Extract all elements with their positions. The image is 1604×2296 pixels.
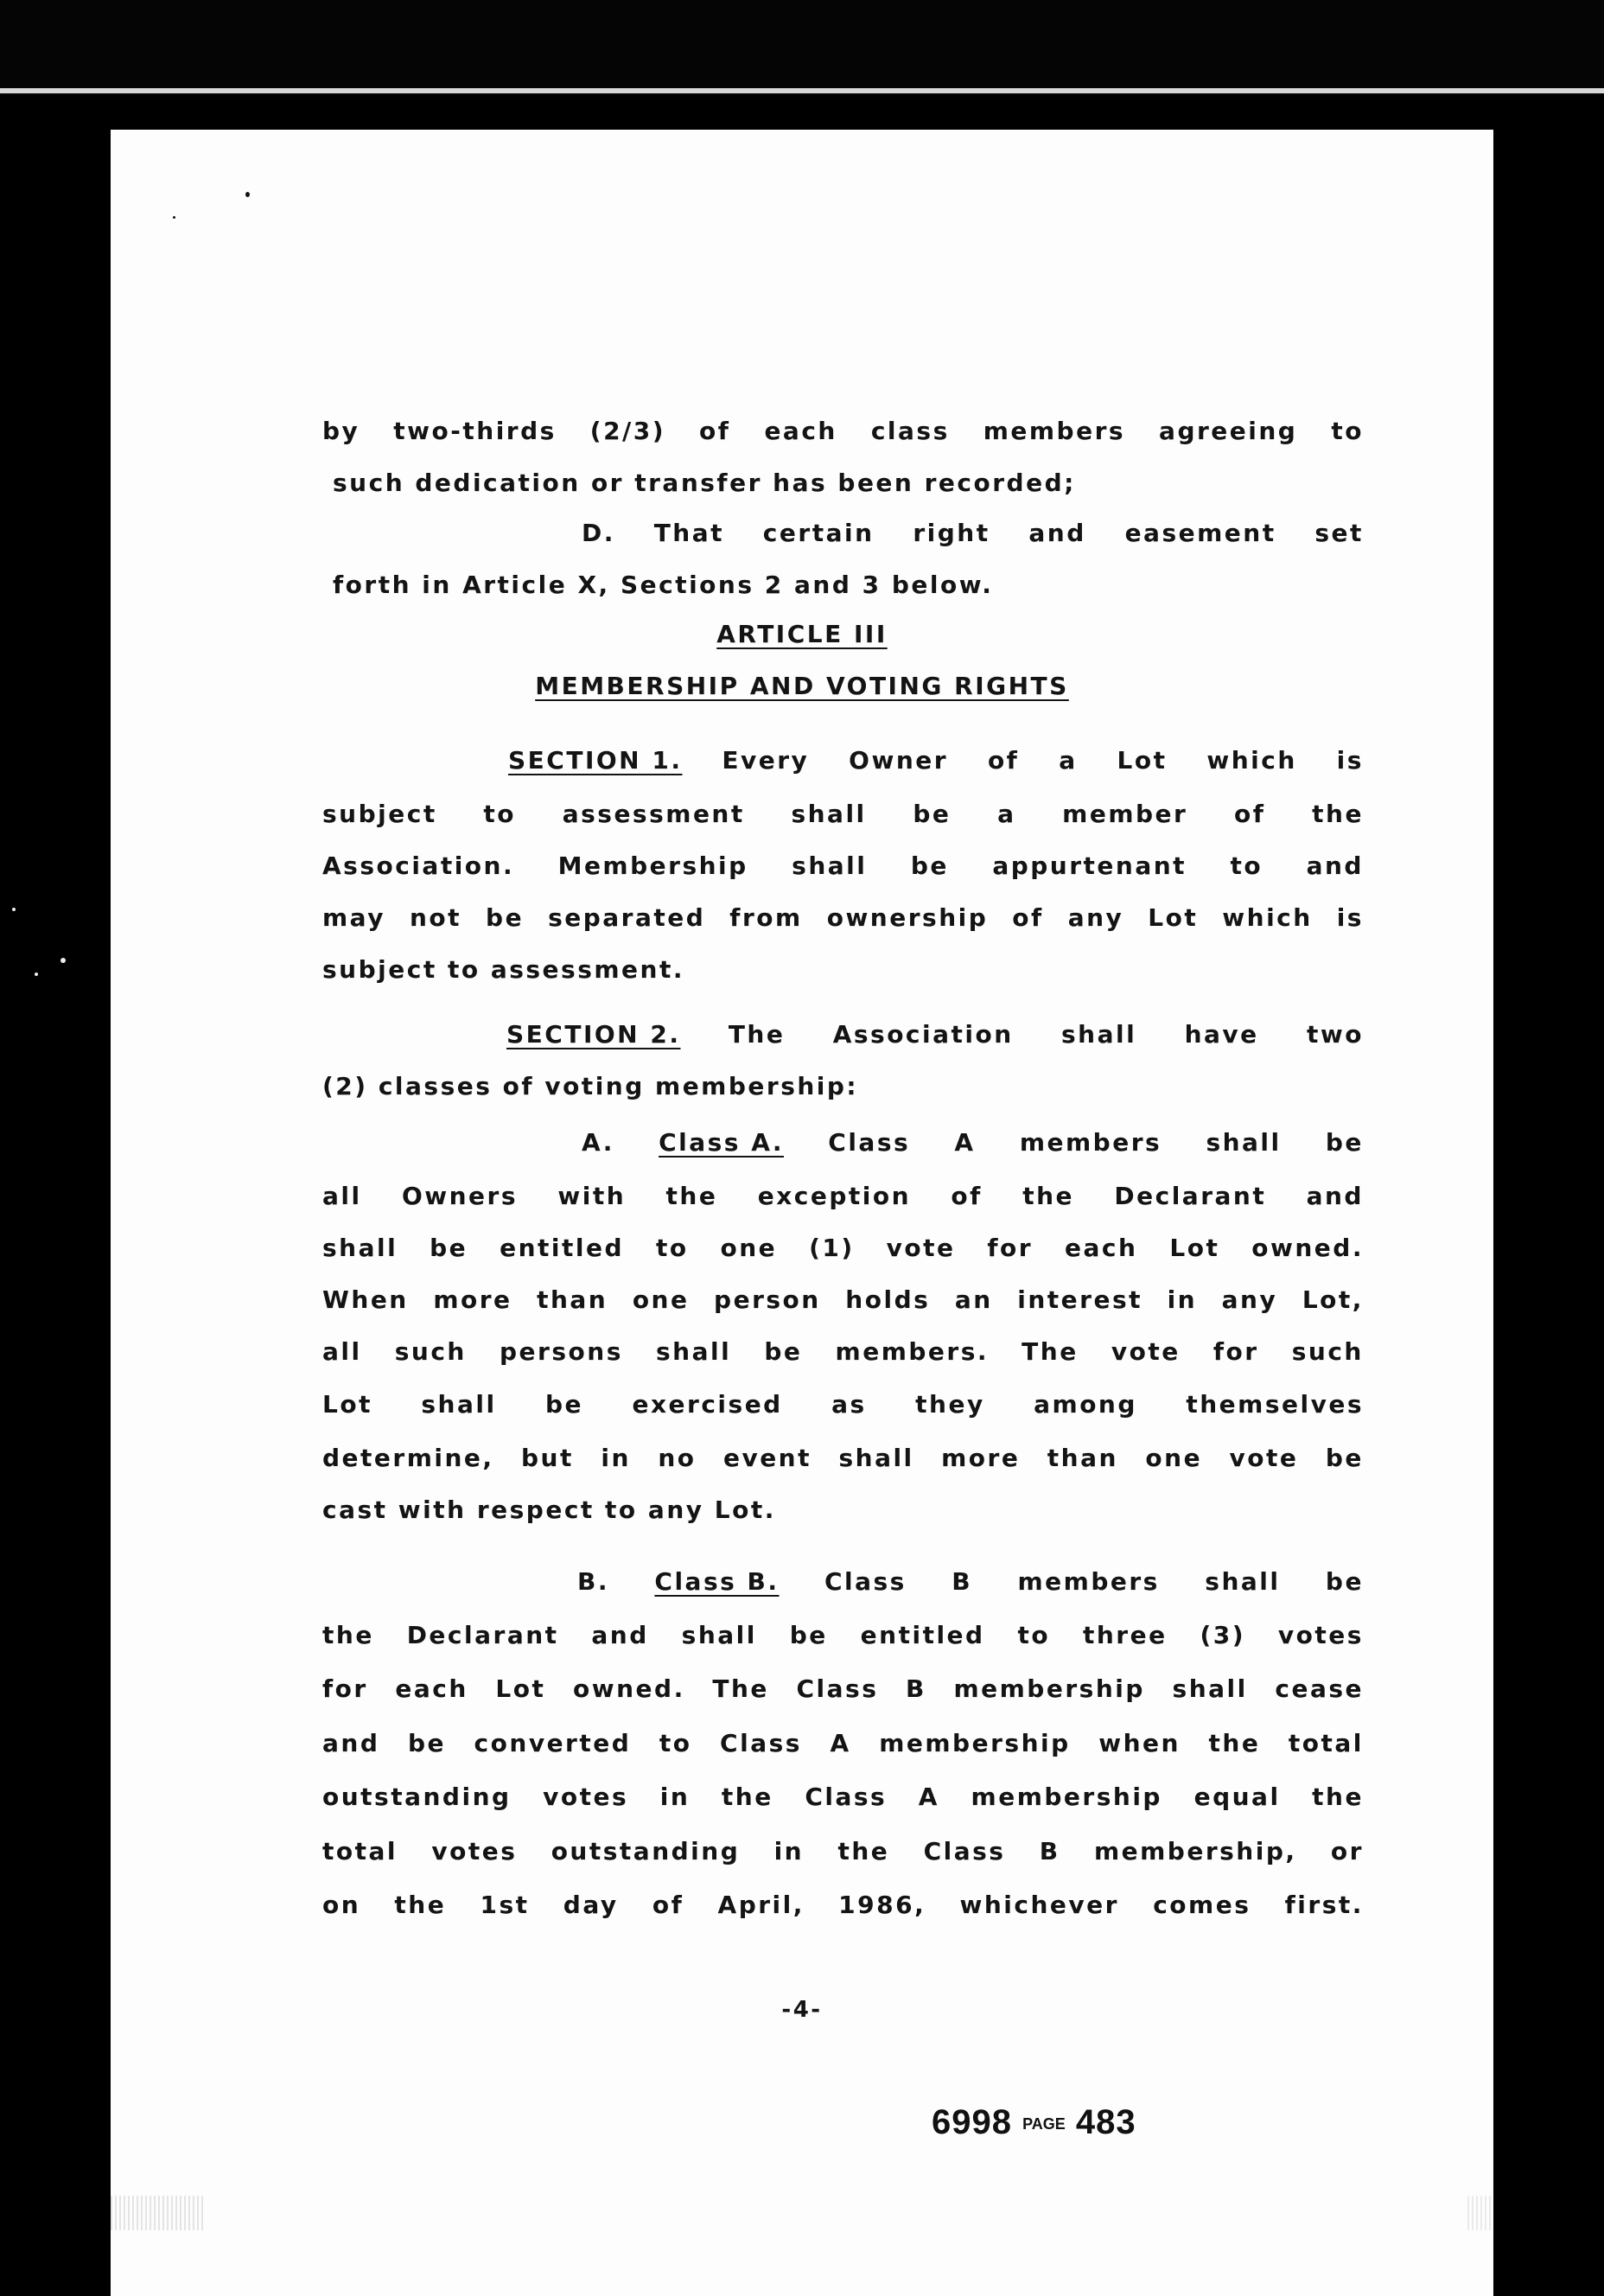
body-line: [322, 903, 1364, 932]
word: members: [1019, 1128, 1162, 1157]
word: B: [1039, 1837, 1060, 1866]
word: have: [1184, 1020, 1259, 1049]
word: for: [322, 1674, 368, 1703]
word: first.: [1284, 1891, 1364, 1919]
word: Lot: [495, 1674, 546, 1703]
word: SECTION 2.: [506, 1020, 681, 1049]
body-line: [322, 800, 1364, 828]
body-line: [322, 1390, 1364, 1419]
word: agreeing: [1159, 417, 1298, 445]
scan-speck: [12, 908, 16, 911]
body-line: [322, 1621, 1364, 1649]
word: or: [1330, 1837, 1364, 1866]
word: as: [831, 1390, 867, 1419]
word: not: [409, 903, 462, 932]
word: equal: [1193, 1783, 1281, 1811]
word: of: [652, 1891, 684, 1919]
word: the: [394, 1891, 447, 1919]
word: subject: [322, 800, 437, 828]
word: to: [1331, 417, 1364, 445]
book-page: 483: [1075, 2103, 1136, 2141]
word: A: [918, 1783, 939, 1811]
word: 1st: [480, 1891, 530, 1919]
word: Class A.: [659, 1128, 785, 1157]
scan-speck: [245, 192, 250, 197]
word: a: [997, 800, 1016, 828]
word: be: [789, 1621, 828, 1649]
word: be: [486, 903, 525, 932]
word: shall: [791, 800, 867, 828]
word: right: [913, 519, 990, 547]
word: owned.: [573, 1674, 685, 1703]
word: shall: [1205, 1567, 1281, 1596]
word: votes: [543, 1783, 629, 1811]
word: event: [722, 1444, 812, 1472]
body-line: [322, 1444, 1364, 1472]
word: member: [1062, 800, 1188, 828]
word: each: [395, 1674, 468, 1703]
word: outstanding: [322, 1783, 512, 1811]
word: shall: [838, 1444, 914, 1472]
word: and: [1028, 519, 1086, 547]
word: persons: [500, 1337, 623, 1366]
word: the: [322, 1621, 374, 1649]
word: Class B.: [654, 1567, 780, 1596]
word: separated: [548, 903, 706, 932]
body-line: such dedication or transfer has been recorded;: [333, 469, 1076, 497]
word: members.: [835, 1337, 990, 1366]
word: may: [322, 903, 385, 932]
word: the: [721, 1783, 773, 1811]
scan-speck: [173, 216, 175, 219]
word: person: [714, 1285, 821, 1314]
class-b-line: [577, 1567, 1364, 1596]
word: one: [632, 1285, 690, 1314]
word: vote: [886, 1234, 956, 1262]
word: membership: [953, 1674, 1145, 1703]
word: the: [1208, 1729, 1261, 1757]
word: Lot: [1117, 746, 1168, 775]
word: appurtenant: [992, 851, 1187, 880]
word: such: [1291, 1337, 1364, 1366]
word: the: [1022, 1182, 1075, 1210]
word: in: [659, 1783, 691, 1811]
word: Lot: [1148, 903, 1199, 932]
word: (3): [1200, 1621, 1246, 1649]
word: holds: [845, 1285, 931, 1314]
body-line: [322, 851, 1364, 880]
body-line: subject to assessment.: [322, 955, 684, 984]
body-line: [322, 1285, 1364, 1314]
word: vote: [1111, 1337, 1181, 1366]
scan-noise: [111, 2196, 206, 2230]
word: Lot,: [1302, 1285, 1364, 1314]
word: membership,: [1093, 1837, 1297, 1866]
word: exception: [757, 1182, 912, 1210]
word: Class: [796, 1674, 879, 1703]
word: converted: [474, 1729, 632, 1757]
body-line: [322, 1234, 1364, 1262]
word: for: [1213, 1337, 1259, 1366]
word: a: [1059, 746, 1078, 775]
word: any: [1067, 903, 1124, 932]
word: and: [1306, 1182, 1364, 1210]
word: on: [322, 1891, 361, 1919]
word: be: [1325, 1567, 1364, 1596]
word: which: [1222, 903, 1313, 932]
word: be: [545, 1390, 584, 1419]
word: (2/3): [589, 417, 666, 445]
scan-speck: [35, 973, 38, 976]
body-line: cast with respect to any Lot.: [322, 1496, 776, 1524]
body-line: [322, 1674, 1364, 1703]
word: for: [987, 1234, 1034, 1262]
word: 1986,: [838, 1891, 926, 1919]
word: and: [1306, 851, 1364, 880]
word: votes: [431, 1837, 518, 1866]
word: an: [954, 1285, 993, 1314]
word: day: [563, 1891, 619, 1919]
body-line: [322, 1729, 1364, 1757]
word: three: [1082, 1621, 1168, 1649]
word: Lot: [322, 1390, 372, 1419]
word: Declarant: [406, 1621, 559, 1649]
word: all: [322, 1337, 362, 1366]
word: no: [658, 1444, 697, 1472]
word: be: [1325, 1444, 1364, 1472]
word: one: [1145, 1444, 1203, 1472]
word: vote: [1229, 1444, 1299, 1472]
word: certain: [762, 519, 875, 547]
word: entitled: [500, 1234, 625, 1262]
word: shall: [322, 1234, 398, 1262]
word: they: [915, 1390, 985, 1419]
word: SECTION 1.: [508, 746, 683, 775]
word: The: [728, 1020, 786, 1049]
word: more: [433, 1285, 512, 1314]
word: to: [1017, 1621, 1051, 1649]
word: Owners: [401, 1182, 519, 1210]
article-subheading-text: MEMBERSHIP AND VOTING RIGHTS: [535, 672, 1069, 700]
word: be: [407, 1729, 446, 1757]
word: the: [1312, 800, 1364, 828]
word: is: [1336, 746, 1364, 775]
word: B: [906, 1674, 926, 1703]
word: Association.: [322, 851, 515, 880]
word: from: [729, 903, 803, 932]
word: than: [537, 1285, 608, 1314]
body-line: [322, 1182, 1364, 1210]
word: (1): [809, 1234, 855, 1262]
word: Association: [832, 1020, 1014, 1049]
word: membership: [879, 1729, 1071, 1757]
word: total: [322, 1837, 398, 1866]
word: any: [1221, 1285, 1278, 1314]
word: shall: [1206, 1128, 1282, 1157]
word: B.: [577, 1567, 609, 1596]
word: be: [764, 1337, 803, 1366]
word: to: [659, 1729, 692, 1757]
word: and: [322, 1729, 380, 1757]
body-line: (2) classes of voting membership:: [322, 1072, 859, 1100]
word: be: [1325, 1128, 1364, 1157]
body-line: [322, 1891, 1364, 1919]
word: be: [430, 1234, 468, 1262]
word: class: [870, 417, 950, 445]
word: Class: [923, 1837, 1006, 1866]
word: Every: [722, 746, 810, 775]
word: exercised: [632, 1390, 783, 1419]
word: easement: [1124, 519, 1276, 547]
scan-border-top: [0, 0, 1604, 95]
body-line: [582, 519, 1364, 547]
word: members: [1017, 1567, 1160, 1596]
word: B: [952, 1567, 973, 1596]
word: Declarant: [1114, 1182, 1267, 1210]
word: determine,: [322, 1444, 494, 1472]
word: in: [601, 1444, 631, 1472]
word: interest: [1017, 1285, 1143, 1314]
article-subheading: [111, 672, 1493, 700]
article-heading-text: ARTICLE III: [716, 620, 888, 648]
word: April,: [717, 1891, 805, 1919]
scan-rule: [0, 88, 1604, 93]
word: The: [1022, 1337, 1079, 1366]
word: which: [1206, 746, 1297, 775]
word: assessment: [562, 800, 745, 828]
word: D.: [582, 519, 615, 547]
word: membership: [971, 1783, 1162, 1811]
word: Owner: [849, 746, 949, 775]
word: each: [1065, 1234, 1138, 1262]
word: two: [1306, 1020, 1364, 1049]
word: Class: [720, 1729, 802, 1757]
document-page: [111, 130, 1493, 2296]
word: comes: [1153, 1891, 1251, 1919]
word: two-thirds: [393, 417, 557, 445]
body-line: forth in Article X, Sections 2 and 3 below.: [333, 571, 994, 599]
word: to: [1230, 851, 1263, 880]
word: in: [1167, 1285, 1198, 1314]
word: when: [1098, 1729, 1181, 1757]
word: owned.: [1251, 1234, 1364, 1262]
word: the: [837, 1837, 890, 1866]
word: A: [954, 1128, 976, 1157]
word: one: [720, 1234, 778, 1262]
word: shall: [792, 851, 868, 880]
word: be: [910, 851, 949, 880]
word: Class: [828, 1128, 911, 1157]
word: The: [712, 1674, 769, 1703]
word: That: [653, 519, 724, 547]
class-a-line: [582, 1128, 1364, 1157]
word: the: [665, 1182, 718, 1210]
word: whichever: [959, 1891, 1119, 1919]
word: members: [983, 417, 1126, 445]
body-line: [322, 1783, 1364, 1811]
word: entitled: [860, 1621, 985, 1649]
word: Class: [805, 1783, 888, 1811]
book-page-reference: [932, 2103, 1136, 2142]
word: to: [483, 800, 517, 828]
word: all: [322, 1182, 362, 1210]
word: shall: [1061, 1020, 1137, 1049]
word: such: [394, 1337, 467, 1366]
word: in: [773, 1837, 805, 1866]
word: of: [1234, 800, 1266, 828]
word: Membership: [557, 851, 748, 880]
page-label: PAGE: [1022, 2114, 1066, 2133]
scan-noise: [1467, 2196, 1493, 2230]
word: themselves: [1186, 1390, 1364, 1419]
section-1-line: [508, 746, 1364, 775]
word: by: [322, 417, 360, 445]
word: of: [699, 417, 731, 445]
word: shall: [656, 1337, 732, 1366]
word: total: [1288, 1729, 1364, 1757]
word: votes: [1277, 1621, 1364, 1649]
section-2-line: [506, 1020, 1364, 1049]
word: and: [591, 1621, 649, 1649]
word: each: [764, 417, 837, 445]
word: be: [913, 800, 952, 828]
word: Lot: [1169, 1234, 1220, 1262]
article-heading: [111, 620, 1493, 648]
word: of: [987, 746, 1020, 775]
scan-speck: [60, 958, 66, 963]
word: among: [1034, 1390, 1137, 1419]
word: A.: [582, 1128, 614, 1157]
book-number: 6998: [932, 2103, 1012, 2141]
word: more: [941, 1444, 1021, 1472]
word: than: [1047, 1444, 1118, 1472]
body-line: [322, 417, 1364, 445]
word: Class: [824, 1567, 907, 1596]
word: set: [1314, 519, 1364, 547]
body-line: [322, 1837, 1364, 1866]
word: ownership: [826, 903, 989, 932]
word: shall: [681, 1621, 757, 1649]
word: but: [521, 1444, 574, 1472]
word: of: [1012, 903, 1044, 932]
word: outstanding: [551, 1837, 741, 1866]
word: cease: [1275, 1674, 1364, 1703]
word: with: [557, 1182, 627, 1210]
word: shall: [1172, 1674, 1248, 1703]
word: to: [655, 1234, 689, 1262]
word: is: [1336, 903, 1364, 932]
word: A: [830, 1729, 851, 1757]
word: the: [1312, 1783, 1364, 1811]
word: When: [322, 1285, 409, 1314]
body-line: [322, 1337, 1364, 1366]
word: shall: [421, 1390, 497, 1419]
word: of: [951, 1182, 983, 1210]
page-number: -4-: [781, 1997, 823, 2023]
